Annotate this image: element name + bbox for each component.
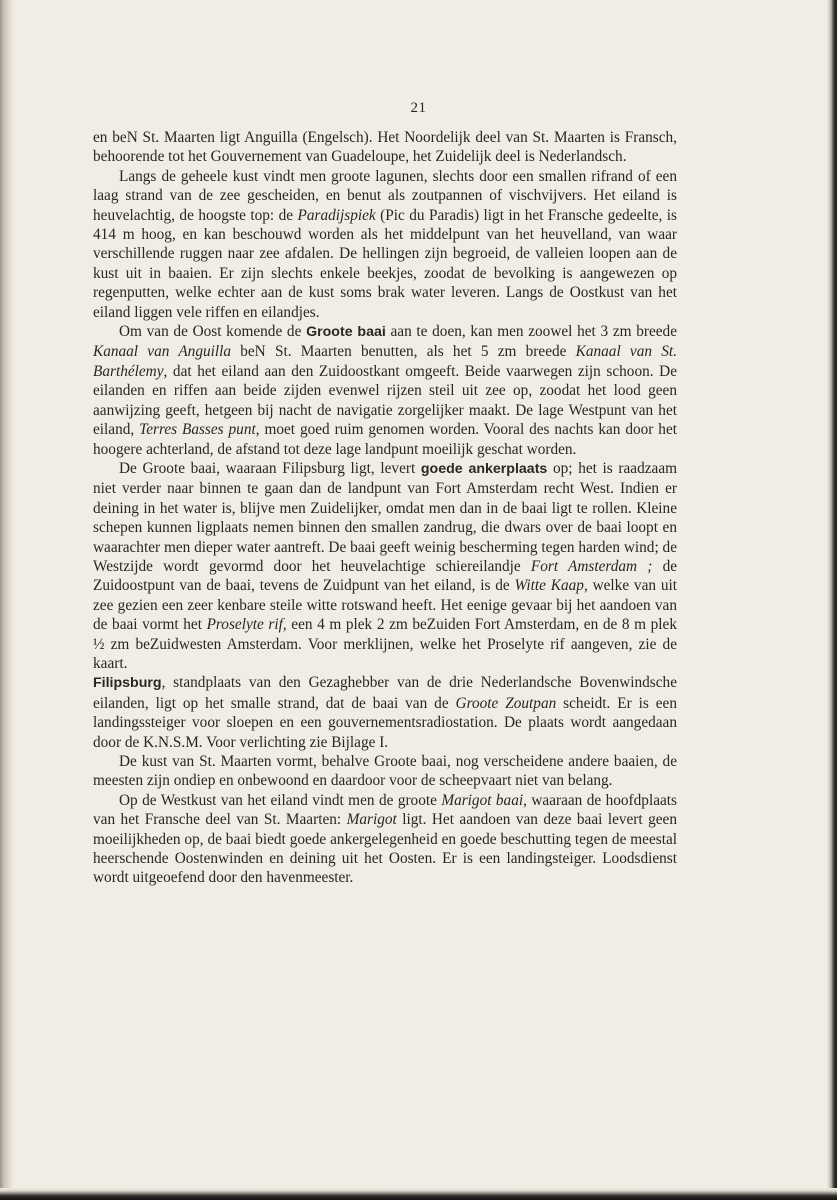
text-run: scheidt. Er is een landingssteiger voor sloepen en een gouvernementsradiostation. De plaats wordt aangedaan door de K.N.S.M. Voor verlichting zie Bijlage I. (93, 694, 677, 751)
text-run: op; het is raadzaam niet verder naar binnen te gaan dan de landpunt van Fort Amsterdam recht West. Indien er deining in het water is, blijve men Zuidelijker, omdat men dan in de baai ligt te rollen. Kleine schepen kunnen ligplaats nemen binnen den smallen zandrug, die dwars over de baai loopt en waarachter men dieper water aantreft. De baai geeft weinig bescherming tegen harden wind; de Westzijde wordt gevormd door het heuvelachtige schiereilandje (93, 459, 678, 575)
place-name-groote-zoutpan: Groote Zoutpan (455, 694, 557, 712)
paragraph-1 (93, 128, 677, 167)
place-name-kanaal-barthelemy: Kanaal van St. Barthélemy (93, 343, 677, 380)
text-run: beN St. Maarten benutten, als het 5 zm breede (231, 343, 576, 361)
section-label-groote-baai: Groote baai (306, 324, 386, 341)
page-body (93, 128, 677, 888)
place-name-kanaal-anguilla: Kanaal van Anguilla (93, 343, 232, 361)
text-run: (Pic du Paradis) ligt in het Fransche gedeelte, is 414 m hoog, en kan beschouwd worden als het middelpunt van het heuvelland, van waar verschillende ruggen naar zee afdalen. De hellingen zijn begroeid, de valleien loopen aan de kust uit in baaien. Er zijn slechts enkele beekjes, zoodat de bevolking is aangewezen op regenputten, welke echter aan de kust soms brak water leveren. Langs de Oostkust van het eiland liggen vele riffen en eilandjes. (93, 206, 678, 321)
place-name-fort-amsterdam: Fort Amsterdam ; (530, 557, 653, 575)
text-run: , een 4 m plek 2 zm beZuiden Fort Amsterdam, en de 8 m plek ½ zm beZuidwesten Amsterdam. Voor merklijnen, welke het Proselyte rif aangeven, zie de kaart. (93, 616, 677, 672)
text-run: , moet goed ruim genomen worden. Vooral des nachts kan door het hoogere achterland, de afstand tot deze lage landpunt moeilijk geschat worden. (93, 421, 677, 458)
paragraph-3 (93, 322, 677, 459)
text-run: Om van de Oost komende de (119, 323, 307, 341)
page-edge-left (0, 0, 14, 1200)
place-name-marigot-baai: Marigot baai (441, 791, 524, 809)
text-run: de Zuidoostpunt van de baai, tevens de Zuidpunt van het eiland, is de (93, 557, 678, 595)
text-run: , dat het eiland aan den Zuidoostkant omgeeft. Beide vaarwegen zijn schoon. De eilanden en riffen aan beide zijden evenwel rijzen steil uit zee op, zoodat het lood geen aanwijzing geeft, hetgeen bij nacht de navigatie zorgelijker maakt. De lage Westpunt van het eiland, (93, 362, 677, 439)
section-label-filipsburg: Filipsburg (93, 675, 162, 692)
place-name-paradijspiek: Paradijspiek (297, 206, 376, 224)
page-edge-right (827, 0, 837, 1200)
paragraph-6 (93, 752, 677, 791)
paragraph-5 (93, 673, 677, 752)
text-run: Op de Westkust van het eiland vindt men de groote (119, 791, 442, 809)
section-label-ankerplaats: goede ankerplaats (420, 460, 548, 477)
place-name-marigot: Marigot (346, 811, 397, 829)
place-name-witte-kaap: Witte Kaap (514, 577, 584, 595)
text-run: Langs de geheele kust vindt men groote lagunen, slechts door een smallen rifrand of een laag strand van de zee gescheiden, en benut als zoutpannen of vischvijvers. Het eiland is heuvelachtig, de hoogste top: de (93, 167, 677, 224)
text-run: , standplaats van den Gezaghebber van de drie Nederlandsche Bovenwindsche eilanden, ligt op het smalle strand, dat de baai van de (93, 674, 677, 712)
text-run: , welke van uit zee gezien een zeer kenbare steile witte rotswand heeft. Het eenige gevaar bij het aandoen van de baai vormt het (93, 577, 677, 634)
paragraph-7 (93, 791, 677, 888)
place-name-terres-basses: Terres Basses punt (139, 421, 256, 439)
text-run: ligt. Het aandoen van deze baai levert geen moeilijkheden op, de baai biedt goede ankergelegenheid en goede beschutting tegen de meestal heerschende Oostenwinden en deining uit het Oosten. Er is een landingsteiger. Loodsdienst wordt uitgeoefend door den havenmeester. (93, 811, 677, 887)
text-run: en beN St. Maarten ligt Anguilla (Engelsch). Het Noordelijk deel van St. Maarten is Fransch, behoorende tot het Gouvernement van Guadeloupe, het Zuidelijk deel is Nederlandsch. (93, 129, 677, 166)
paragraph-2 (93, 167, 677, 322)
text-run: De Groote baai, waaraan Filipsburg ligt, levert (119, 459, 421, 477)
page-number: 21 (410, 100, 427, 116)
text-run: , waaraan de hoofdplaats van het Fransche deel van St. Maarten: (93, 791, 677, 829)
place-name-proselyte-rif: Proselyte rif (206, 616, 283, 634)
paragraph-4 (93, 459, 677, 673)
text-run: De kust van St. Maarten vormt, behalve Groote baai, nog verscheidene andere baaien, de meesten zijn ondiep en onbewoond en daardoor voor de scheepvaart niet van belang. (93, 753, 677, 790)
text-run: aan te doen, kan men zoowel het 3 zm breede (385, 323, 677, 341)
page-edge-bottom (0, 1188, 837, 1200)
